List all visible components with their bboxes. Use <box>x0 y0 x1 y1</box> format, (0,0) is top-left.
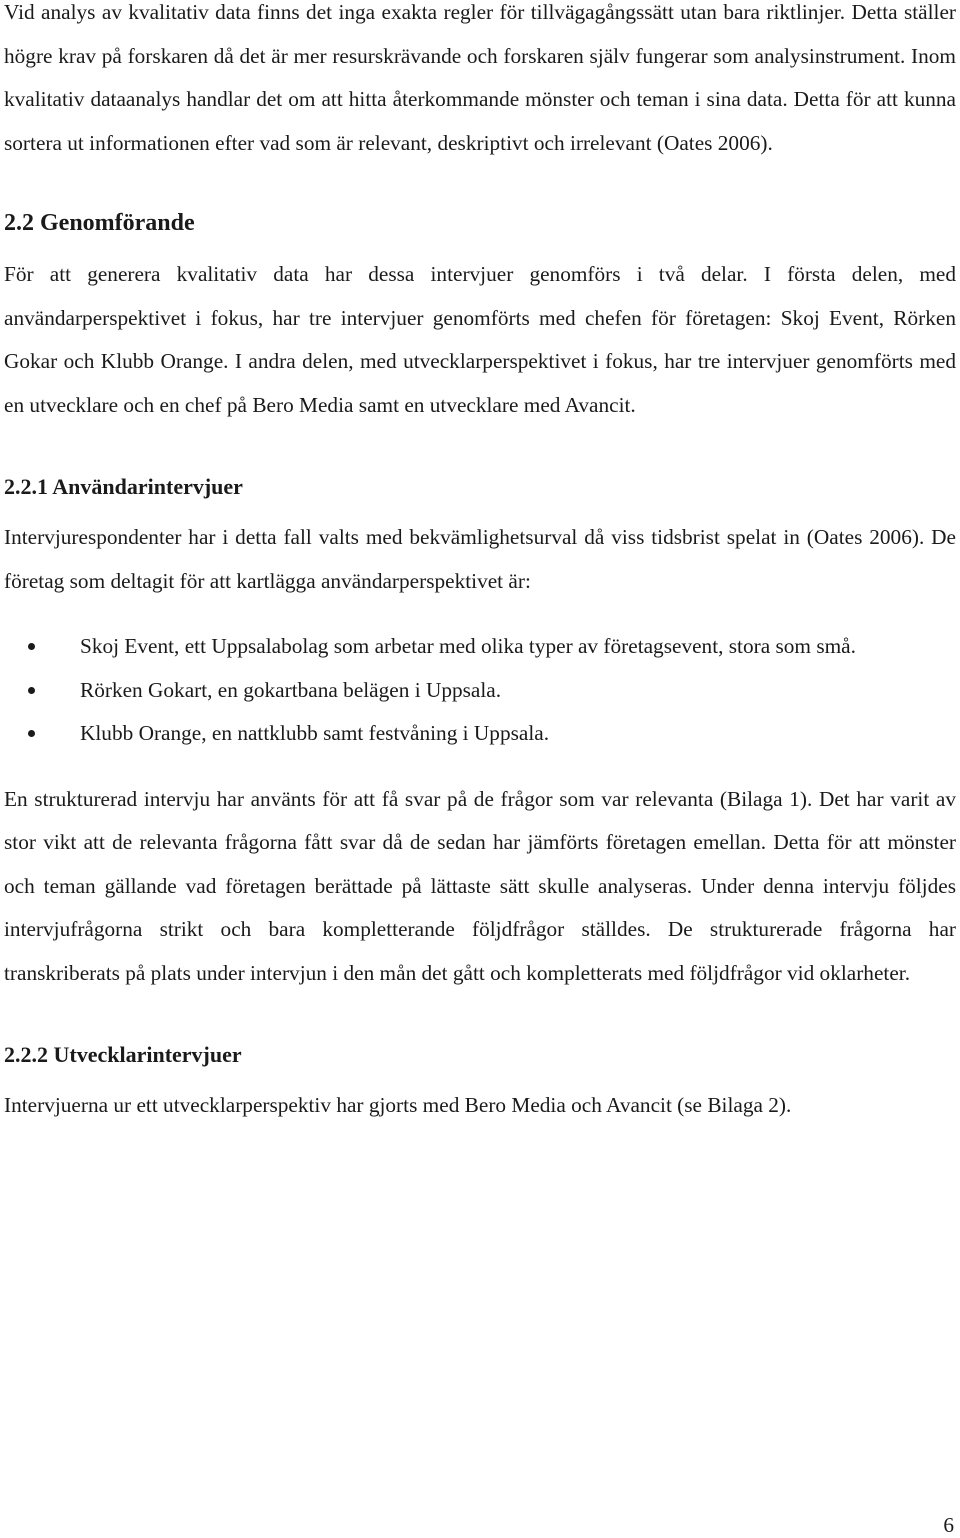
document-page <box>4 0 956 1128</box>
list-item: Skoj Event, ett Uppsalabolag som arbetar med olika typer av företagsevent, stora som små. <box>4 625 956 669</box>
section-heading-2-2-2: 2.2.2 Utvecklarintervjuer <box>4 1042 242 1067</box>
intro-paragraph: Vid analys av kvalitativ data finns det inga exakta regler för tillvägagångssätt utan bara riktlinjer. Detta ställer högre krav på forskaren då det är mer resurskrävande och forskaren själv fungerar som analysinstrument. Inom kvalitativ dataanalys handlar det om att hitta återkommande mönster och teman i sina data. Detta för att kunna sortera ut informationen efter vad som är relevant, deskriptivt och irrelevant (Oates 2006). <box>4 0 956 155</box>
company-list <box>4 625 956 756</box>
section-heading-2-2: 2.2 Genomförande <box>4 210 195 236</box>
section-2-2-paragraph: För att generera kvalitativ data har dessa intervjuer genomförs i två delar. I första delen, med användarperspektivet i fokus, har tre intervjuer genomförts med chefen för företagen: Skoj Event, Rörken Gokar och Klubb Orange. I andra delen, med utvecklarperspektivet i fokus, har tre intervjuer genomförts med en utvecklare och en chef på Bero Media samt en utvecklare med Avancit. <box>4 262 956 417</box>
section-2-2-2-paragraph: Intervjuerna ur ett utvecklarperspektiv har gjorts med Bero Media och Avancit (se Bilaga 2). <box>4 1093 792 1117</box>
section-heading-2-2-1: 2.2.1 Användarintervjuer <box>4 474 243 499</box>
list-item: Rörken Gokart, en gokartbana belägen i Uppsala. <box>4 669 956 713</box>
page-number: 6 <box>943 1513 954 1537</box>
list-item: Klubb Orange, en nattklubb samt festvåning i Uppsala. <box>4 712 956 756</box>
section-2-2-1-paragraph: Intervjurespondenter har i detta fall valts med bekvämlighetsurval då viss tidsbrist spelat in (Oates 2006). De företag som deltagit för att kartlägga användarperspektivet är: <box>4 525 956 593</box>
section-2-2-1-paragraph-2: En strukturerad intervju har använts för att få svar på de frågor som var relevanta (Bilaga 1). Det har varit av stor vikt att de relevanta frågorna fått svar då de sedan har jämförts företagen emellan. Detta för att mönster och teman gällande vad företagen berättade på lättaste sätt skulle analyseras. Under denna intervju följdes intervjufrågorna strikt och bara kompletterande följdfrågor ställdes. De strukturerade frågorna har transkriberats på plats under intervjun i den mån det gått och kompletterats med följdfrågor vid oklarheter. <box>4 786 956 985</box>
